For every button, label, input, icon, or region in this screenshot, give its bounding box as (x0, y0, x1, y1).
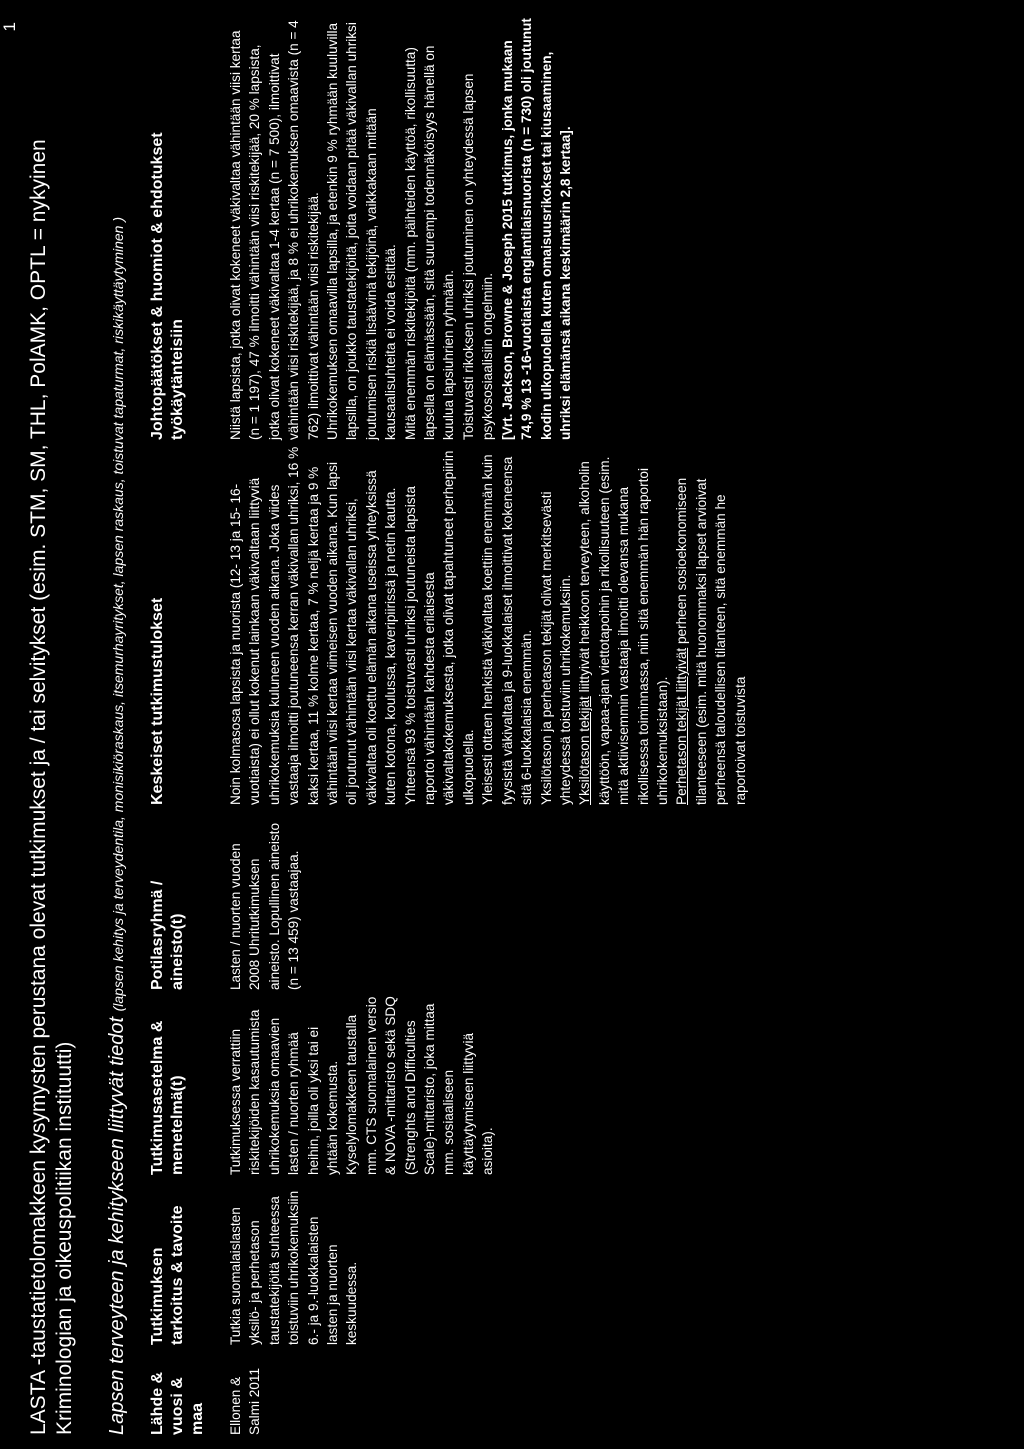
conclusion-paragraph-3: Mitä enemmän riskitekijöitä (mm. päihteiden käyttöä, rikollisuutta) lapsella on elämässään, sitä suurempi todennäköisyys hänellä on kuulua lapsiuhrien ryhmään. (402, 45, 457, 440)
column-header-design: Tutkimusasetelma & menetelmä(t) (149, 1020, 186, 1175)
results-family-text: perheen sosioekonomiseen tilanteeseen (esim. mitä huonommaksi lapset arvioivat perheensä taloudellisen tilanteen, sitä enemmän he raportoivat toistuvista (674, 477, 748, 805)
cell-purpose: Tutkia suomalaislasten yksilö- ja perhetason taustatekijöitä suhteessa toistuviin uhrikokemuksiin 6.- ja 9.-luokkalaisten lasten ja nuorten keskuudessa. (228, 1190, 360, 1345)
cell-source: Ellonen & Salmi 2011 (228, 1368, 263, 1435)
conclusion-paragraph-5: [Vrt. Jackson, Browne & Joseph 2015 tutkimus, jonka mukaan 74,9 % 13 -16-vuotiaista englantilaisnuorista (n = 730) oli joutunut kodin ulkopuolella kuten omaisuusrikokset tai kiusaaminen, uhriksi elämänsä aikana keskimäärin 2,8 kertaa]. (499, 18, 573, 440)
page-number: 1 (0, 22, 19, 32)
results-paragraph-individual (575, 446, 672, 805)
column-header-purpose: Tutkimuksen tarkoitus & tavoite (149, 1205, 186, 1345)
studies-table (148, 11, 750, 1435)
results-individual-label: Yksilötason tekijät (577, 696, 593, 805)
cell-population: Lasten / nuorten vuoden 2008 Uhritutkimuksen aineisto. Lopullinen aineisto (n = 13 459) vastaajaa. (228, 822, 302, 990)
conclusion-paragraph-2: Uhrikokemuksen omaavilla lapsilla, ja etenkin 9 % ryhmään kuuluvilla lapsilla, on joukko taustatekijöitä, joita voidaan pitää väkivallan uhriksi joutumisen riskiä lisäävinä tekijöinä, vaikkakaan mitään kausaalisuhteita ei voida esittää. (325, 22, 399, 440)
results-individual-text: liittyivät heikkoon terveyteen, alkoholin käyttöön, vapaa-ajan viettotapoihin ja rikollisuuteen (esim. mitä aktiivisemmin vastaaja ilmoitti olevansa mukana rikollisessa toiminnassa, niin sitä enemmän hän raportoi uhrikokemuksistaan). (577, 456, 670, 805)
conclusion-paragraph-4: Toistuvasti rikoksen uhriksi joutuminen on yhteydessä lapsen psykososiaalisiin ongelmiin. (460, 73, 496, 440)
page-heading: LASTA -taustatietolomakkeen kysymysten perustana olevat tutkimukset ja / tai selvitykset (esim. STM, SM, THL, PolAMK, OPTL = nykyinen Kriminologian ja oikeuspolitiikan instituutti) (27, 139, 76, 1435)
column-header-source: Lähde & vuosi & maa (149, 1371, 206, 1435)
table-row (226, 11, 750, 1435)
results-paragraph-risk: Yksilötason ja perhetason tekijät olivat merkitsevästi yhteydessä toistuviin uhrikokemuksiin. (538, 491, 573, 805)
results-paragraph-family (672, 446, 750, 805)
table-header-row (148, 11, 226, 1435)
cell-design: Tutkimuksessa verrattiin riskitekijöiden kasautumista uhrikokemuksia omaavien lasten / nuorten ryhmää heihin, joilla oli yksi tai ei yhtään kokemusta. Kyselylomakkeen taustalla mm. CTS suomalainen versio & NOVA -mittaristo sekä SDQ (Strenghts and Difficulties Scale)-mittaristo, joka mittaa mm. sosiaaliseen käyttäytymiseen liittyviä asioita). (228, 996, 496, 1175)
results-family-label: Perhetason tekijät liittyivät (674, 647, 690, 805)
section-title-text: Lapsen terveyteen ja kehitykseen liittyvät tiedot (106, 1016, 128, 1435)
section-subtitle: (lapsen kehitys ja terveydentila, monisikiöraskaus, itsemurhayritykset, lapsen raskaus, toistuvat tapaturmat, riskikäyttäytyminen ) (110, 216, 126, 1012)
column-header-results: Keskeiset tutkimustulokset (149, 597, 166, 805)
cell-results (226, 440, 750, 805)
column-header-conclusions: Johtopäätökset & huomiot & ehdotukset työkäytänteisiin (149, 132, 186, 440)
cell-conclusions (226, 11, 750, 440)
results-paragraph-main: Noin kolmasosa lapsista ja nuorista (12- 13 ja 15- 16-vuotiaista) ei ollut kokenut lainkaan väkivaltaan liittyviä uhrikokemuksia kuluneen vuoden aikana. Joka viides vastaaja ilmoitti joutuneensa kerran väkivallan uhriksi, 16 % kaksi kertaa, 11 % kolme kertaa, 7 % neljä kertaa ja 9 % vähintään viisi kertaa viimeisen vuoden aikana. Kun lapsi oli joutunut vähintään viisi kertaa väkivallan uhriksi, väkivaltaa oli koettu elämän aikana useissa yhteyksissä kuten kotona, koulussa, kaveripiirissä ja netin kautta. Yhteensä 93 % toistuvasti uhriksi joutuneista lapsista raportoi vähintään kahdesta erilaisesta väkivaltakokemuksesta, jotka olivat tapahtuneet perhepiirin ulkopuolella. (228, 446, 476, 805)
section-title (106, 217, 129, 1435)
conclusion-paragraph-1: Niistä lapsista, jotka olivat kokeneet väkivaltaa vähintään viisi kertaa (n = 1 197), 47 % ilmoitti vähintään viisi riskitekijää, 20 % lapsista, jotka olivat kokeneet väkivaltaa 1-4 kertaa (n = 7 500), ilmoittivat vähintään viisi riskitekijää, ja 8 % ei uhrikokemuksen omaavista (n = 4 762) ilmoittivat vähintään viisi riskitekijää. (228, 20, 321, 440)
column-header-population: Potilasryhmä / aineisto(t) (149, 880, 186, 990)
results-paragraph-general: Yleisesti ottaen henkistä väkivaltaa koettiin enemmän kuin fyysistä väkivaltaa ja 9-luokkalaiset ilmoittivat kokeneensa sitä 6-luokkalaisia enemmän. (480, 454, 535, 805)
